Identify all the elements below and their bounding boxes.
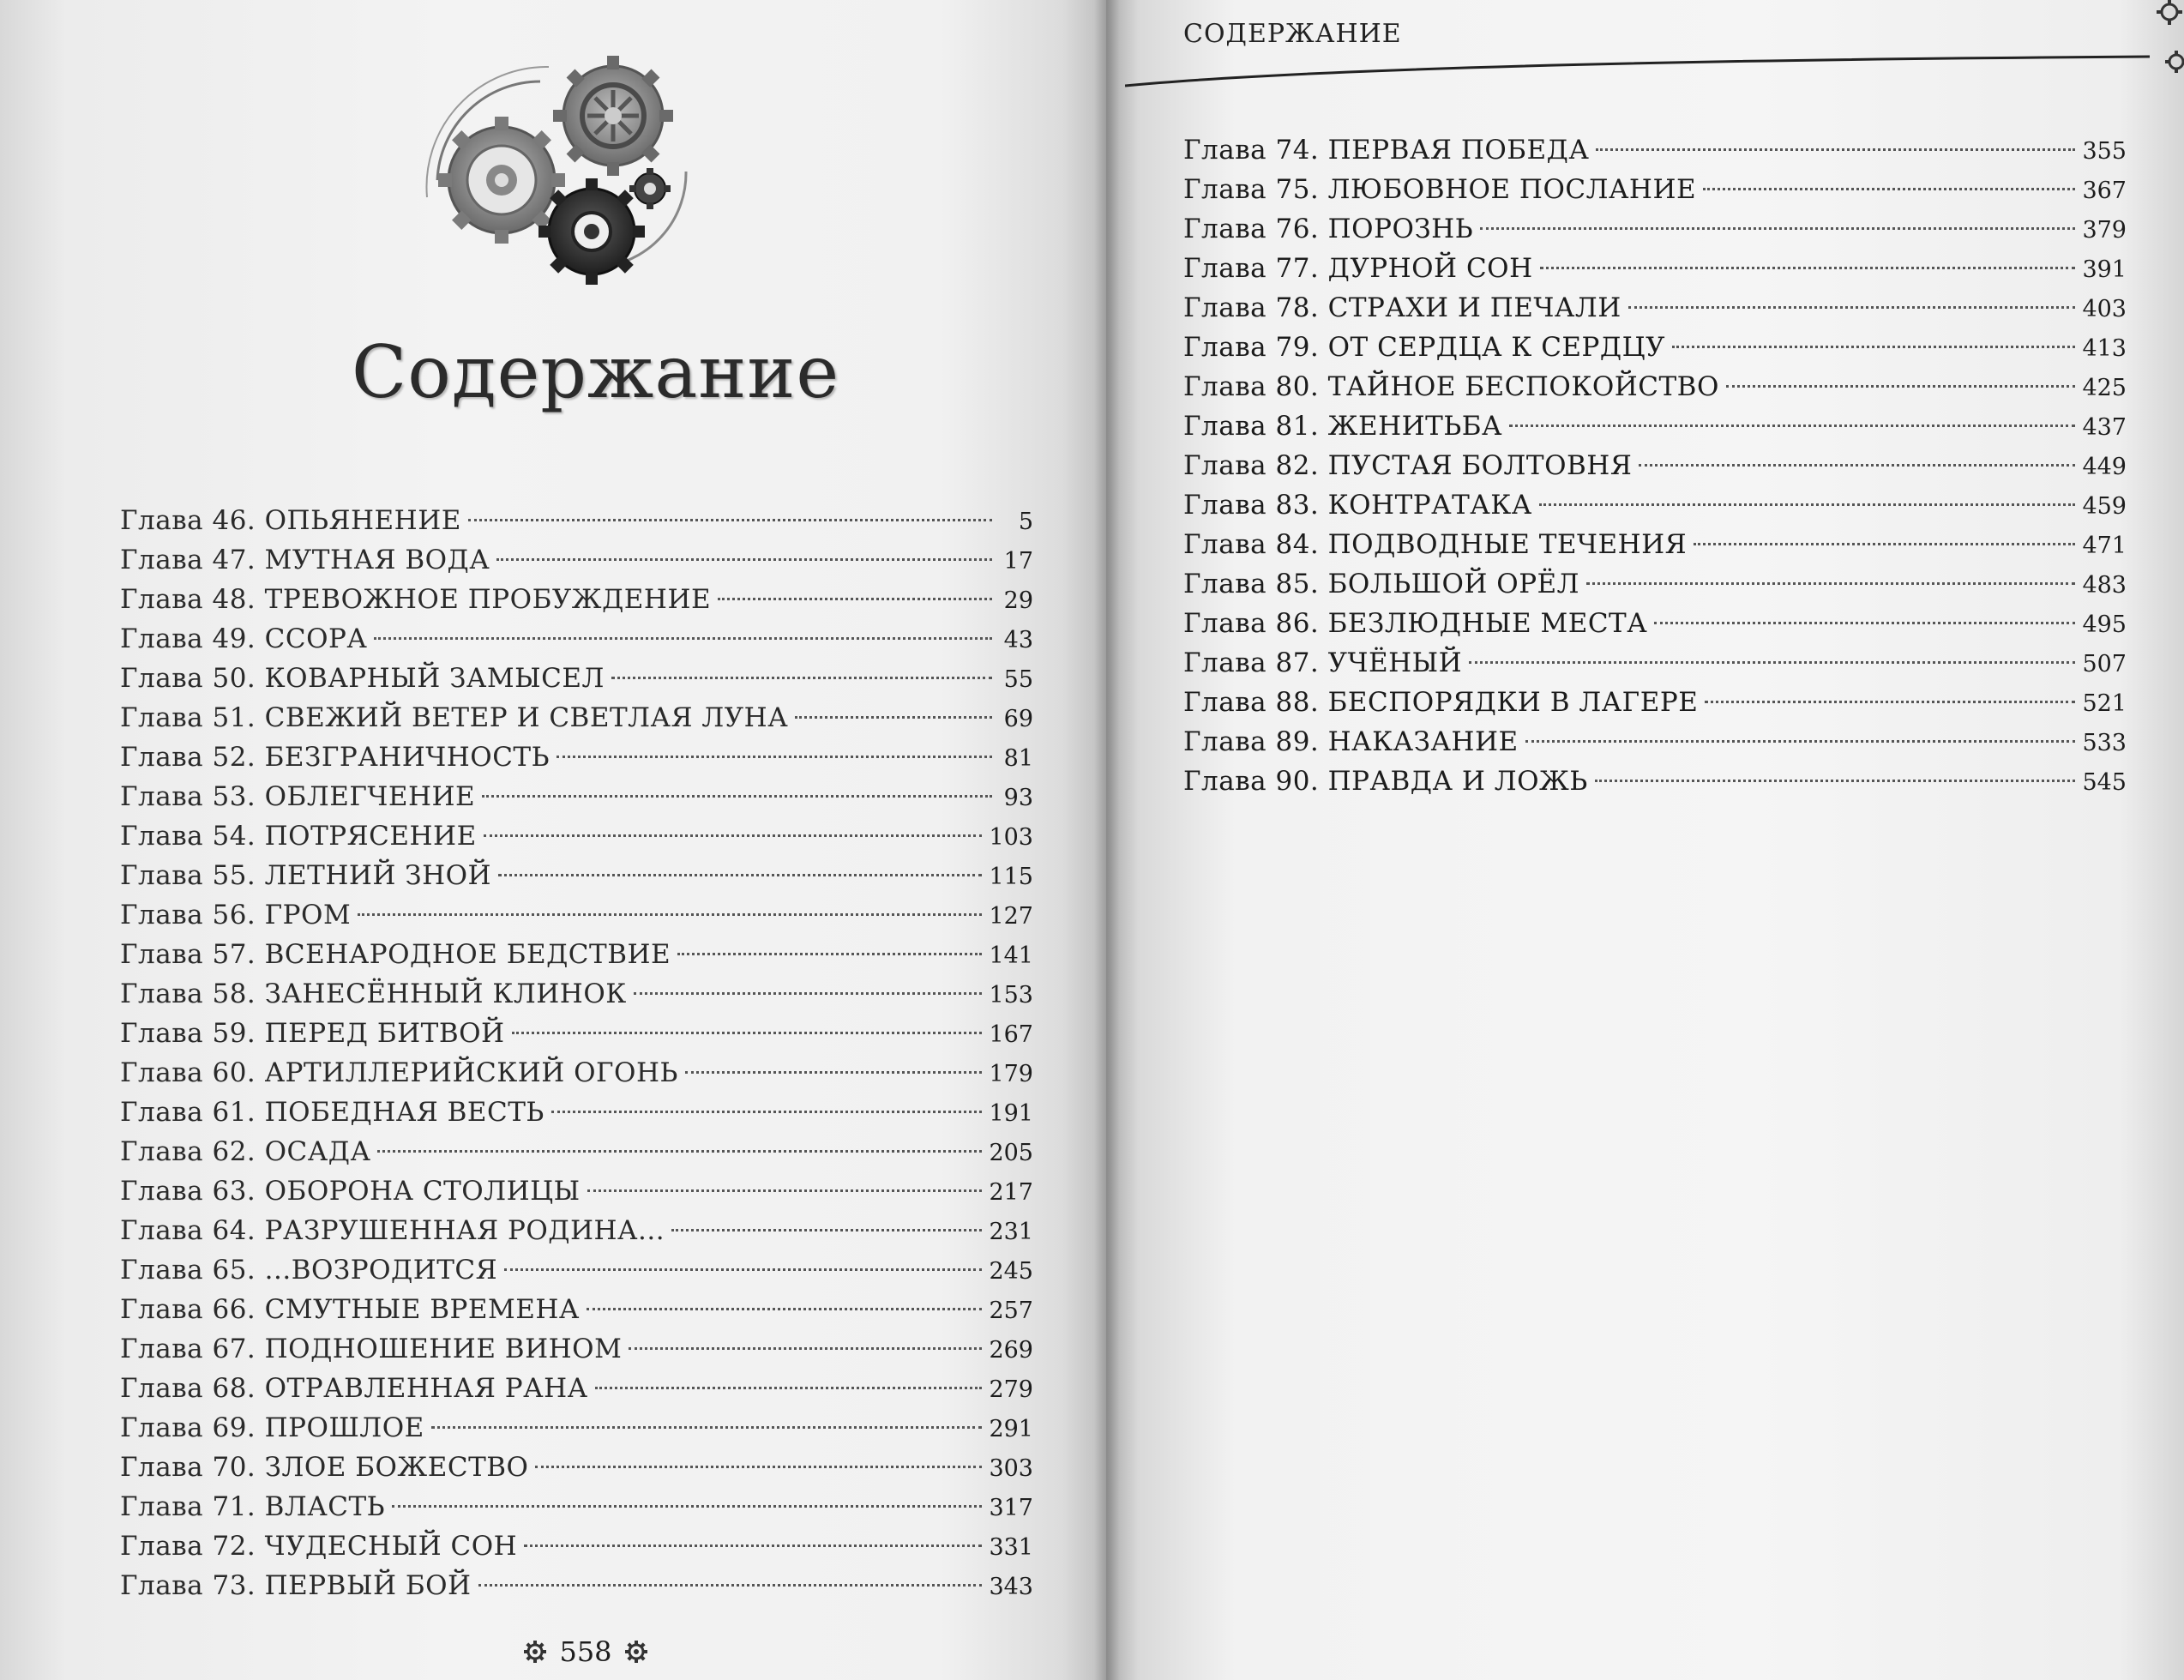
dot-leader [557, 756, 992, 758]
toc-entry-title: Глава 60. АРТИЛЛЕРИЙСКИЙ ОГОНЬ [120, 1057, 678, 1088]
dot-leader [587, 1308, 983, 1310]
toc-entry-title: Глава 76. ПОРОЗНЬ [1183, 214, 1474, 244]
corner-gear-icon [2135, 0, 2184, 77]
toc-entry-title: Глава 80. ТАЙНОЕ БЕСПОКОЙСТВО [1183, 371, 1719, 402]
toc-entry-title: Глава 87. УЧЁНЫЙ [1183, 647, 1463, 678]
toc-entry-page: 449 [2082, 454, 2127, 480]
toc-entry-title: Глава 84. ПОДВОДНЫЕ ТЕЧЕНИЯ [1183, 529, 1688, 560]
toc-entry-title: Глава 52. БЕЗГРАНИЧНОСТЬ [120, 742, 550, 773]
toc-entry-page: 93 [1003, 785, 1033, 811]
dot-leader [358, 913, 982, 916]
toc-entry-title: Глава 55. ЛЕТНИЙ ЗНОЙ [120, 860, 492, 891]
toc-entry-title: Глава 75. ЛЮБОВНОЕ ПОСЛАНИЕ [1183, 174, 1697, 205]
toc-entry-page: 29 [1003, 587, 1033, 614]
dot-leader [535, 1466, 982, 1468]
dot-leader [551, 1111, 983, 1113]
toc-entry-title: Глава 83. КОНТРАТАКА [1183, 490, 1532, 521]
dot-leader [484, 834, 983, 837]
toc-entry-title: Глава 69. ПРОШЛОЕ [120, 1412, 424, 1443]
toc-entry-title: Глава 54. ПОТРЯСЕНИЕ [120, 821, 477, 852]
toc-entry-page: 391 [2082, 256, 2127, 283]
toc-entry-page: 167 [989, 1021, 1033, 1048]
toc-entry [120, 1448, 1033, 1487]
toc-entry [1183, 328, 2127, 367]
toc-entry-page: 367 [2082, 178, 2127, 204]
dot-leader [524, 1545, 982, 1547]
dot-leader [595, 1387, 983, 1389]
toc-entry [1183, 683, 2127, 722]
dot-leader [1703, 188, 2075, 190]
gears-ornament [412, 51, 720, 292]
toc-entry [120, 935, 1033, 974]
toc-entry [1183, 249, 2127, 288]
toc-entry [120, 540, 1033, 580]
toc-entry-title: Глава 46. ОПЬЯНЕНИЕ [120, 505, 461, 536]
toc-entry-title: Глава 68. ОТРАВЛЕННАЯ РАНА [120, 1373, 588, 1404]
large-gear-icon [438, 117, 565, 244]
dot-leader [1480, 227, 2075, 230]
toc-entry-title: Глава 59. ПЕРЕД БИТВОЙ [120, 1018, 505, 1049]
dot-leader [1540, 267, 2076, 269]
dot-leader [482, 795, 992, 798]
dot-leader [374, 637, 992, 640]
toc-entry-title: Глава 61. ПОБЕДНАЯ ВЕСТЬ [120, 1097, 544, 1128]
dot-leader [1469, 661, 2075, 664]
toc-entry [1183, 564, 2127, 604]
toc-entry [1183, 722, 2127, 762]
small-gear-icon [629, 168, 671, 209]
toc-entry [1183, 288, 2127, 328]
toc-entry-page: 179 [989, 1061, 1033, 1087]
toc-entry-page: 43 [1003, 627, 1033, 653]
toc-entry-page: 355 [2082, 138, 2127, 165]
toc-entry-title: Глава 63. ОБОРОНА СТОЛИЦЫ [120, 1176, 581, 1207]
toc-entry-page: 437 [2082, 414, 2127, 441]
toc-entry-page: 545 [2082, 769, 2127, 796]
dot-leader [1509, 425, 2075, 427]
toc-entry [120, 1250, 1033, 1290]
dot-leader [1586, 582, 2075, 585]
toc-entry [120, 1487, 1033, 1526]
toc-entry-title: Глава 86. БЕЗЛЮДНЫЕ МЕСТА [1183, 608, 1648, 639]
toc-entry-page: 403 [2082, 296, 2127, 322]
page-folio [513, 1635, 659, 1669]
toc-entry-title: Глава 72. ЧУДЕСНЫЙ СОН [120, 1531, 518, 1562]
toc-entry [120, 856, 1033, 895]
toc-entry-title: Глава 88. БЕСПОРЯДКИ В ЛАГЕРЕ [1183, 687, 1699, 718]
toc-entry-page: 141 [989, 942, 1033, 969]
dot-leader [1596, 148, 2075, 151]
toc-entry [120, 1566, 1033, 1605]
toc-entry-title: Глава 73. ПЕРВЫЙ БОЙ [120, 1570, 472, 1601]
top-gear-icon [553, 56, 673, 176]
toc-entry [120, 974, 1033, 1014]
toc-entry [1183, 643, 2127, 683]
toc-entry-title: Глава 71. ВЛАСТЬ [120, 1491, 386, 1522]
toc-entry [1183, 762, 2127, 801]
toc-entry [1183, 170, 2127, 209]
running-head: СОДЕРЖАНИЕ [1183, 19, 1402, 49]
toc-entry-title: Глава 67. ПОДНОШЕНИЕ ВИНОМ [120, 1334, 623, 1364]
toc-entry-page: 291 [989, 1416, 1033, 1442]
gear-icon [523, 1640, 547, 1664]
toc-entry-page: 343 [989, 1574, 1033, 1600]
toc-entry-page: 331 [989, 1534, 1033, 1561]
dot-leader [718, 598, 992, 600]
toc-entry [120, 659, 1033, 698]
toc-entry-title: Глава 65. ...ВОЗРОДИТСЯ [120, 1255, 498, 1286]
toc-entry [120, 1211, 1033, 1250]
toc-entry-title: Глава 51. СВЕЖИЙ ВЕТЕР И СВЕТЛАЯ ЛУНА [120, 702, 789, 733]
dot-leader [504, 1268, 982, 1271]
toc-entry [120, 1093, 1033, 1132]
toc-entry-page: 69 [1003, 706, 1033, 732]
toc-entry-page: 257 [989, 1298, 1033, 1324]
toc-entry-page: 495 [2082, 611, 2127, 638]
gear-icon [624, 1640, 648, 1664]
toc-entry [120, 501, 1033, 540]
toc-entry [120, 1329, 1033, 1369]
toc-entry-title: Глава 49. ССОРА [120, 623, 368, 654]
dot-leader [392, 1505, 982, 1508]
toc-entry-title: Глава 56. ГРОМ [120, 900, 352, 930]
toc-entry-page: 379 [2082, 217, 2127, 244]
toc-entry-title: Глава 48. ТРЕВОЖНОЕ ПРОБУЖДЕНИЕ [120, 584, 712, 615]
toc-entry-title: Глава 78. СТРАХИ И ПЕЧАЛИ [1183, 292, 1621, 323]
toc-entry [120, 1053, 1033, 1093]
toc-entry-title: Глава 74. ПЕРВАЯ ПОБЕДА [1183, 135, 1590, 166]
toc-entry [120, 1290, 1033, 1329]
toc-entry-page: 81 [1003, 745, 1033, 772]
dot-leader [1726, 385, 2076, 388]
toc-entry-page: 103 [989, 824, 1033, 851]
dot-leader [1654, 622, 2075, 624]
toc-entry-title: Глава 66. СМУТНЫЕ ВРЕМЕНА [120, 1294, 580, 1325]
toc-entry [120, 738, 1033, 777]
toc-entry-page: 279 [989, 1376, 1033, 1403]
toc-entry [120, 580, 1033, 619]
toc-list-left [120, 501, 1033, 1605]
toc-entry-page: 533 [2082, 730, 2127, 756]
toc-entry-page: 507 [2082, 651, 2127, 677]
dot-leader [671, 1229, 982, 1231]
toc-entry-page: 217 [989, 1179, 1033, 1206]
folio-number: 558 [559, 1635, 612, 1668]
toc-entry [120, 1408, 1033, 1448]
toc-entry-title: Глава 82. ПУСТАЯ БОЛТОВНЯ [1183, 450, 1633, 481]
dot-leader [677, 953, 982, 955]
dot-leader [685, 1071, 983, 1074]
toc-entry [120, 816, 1033, 856]
toc-entry [120, 1132, 1033, 1171]
dot-leader [1628, 306, 2076, 309]
toc-entry-title: Глава 47. МУТНАЯ ВОДА [120, 545, 490, 575]
toc-entry-title: Глава 89. НАКАЗАНИЕ [1183, 726, 1519, 757]
toc-entry-title: Глава 58. ЗАНЕСЁННЫЙ КЛИНОК [120, 978, 627, 1009]
dot-leader [1539, 503, 2076, 506]
toc-entry [1183, 367, 2127, 406]
toc-entry [1183, 485, 2127, 525]
toc-entry-title: Глава 79. ОТ СЕРДЦА К СЕРДЦУ [1183, 332, 1666, 363]
page-title: Содержание [352, 330, 840, 414]
dot-leader [478, 1584, 983, 1587]
toc-list-right [1183, 130, 2127, 801]
toc-entry-page: 471 [2082, 533, 2127, 559]
toc-entry [1183, 525, 2127, 564]
header-rule [1125, 55, 2154, 89]
toc-entry-page: 55 [1003, 666, 1033, 693]
dot-leader [1672, 346, 2075, 348]
toc-entry [120, 895, 1033, 935]
dot-leader [795, 716, 992, 719]
toc-entry-page: 521 [2082, 690, 2127, 717]
toc-entry-page: 115 [989, 864, 1033, 890]
toc-entry-title: Глава 85. БОЛЬШОЙ ОРЁЛ [1183, 569, 1580, 599]
toc-entry-title: Глава 81. ЖЕНИТЬБА [1183, 411, 1502, 442]
toc-entry-page: 303 [989, 1455, 1033, 1482]
toc-entry [120, 1171, 1033, 1211]
toc-entry-page: 231 [989, 1219, 1033, 1245]
toc-entry-title: Глава 77. ДУРНОЙ СОН [1183, 253, 1533, 284]
toc-entry-page: 5 [1018, 509, 1033, 535]
toc-entry [120, 1014, 1033, 1053]
toc-entry [120, 619, 1033, 659]
toc-entry-page: 413 [2082, 335, 2127, 362]
dot-leader [1525, 740, 2076, 743]
dot-leader [498, 874, 982, 876]
dot-leader [587, 1189, 983, 1192]
toc-entry-page: 317 [989, 1495, 1033, 1521]
toc-entry-page: 459 [2082, 493, 2127, 520]
toc-entry-page: 17 [1003, 548, 1033, 575]
dot-leader [611, 677, 992, 679]
dot-leader [1705, 701, 2075, 703]
dot-leader [634, 992, 983, 995]
toc-entry [120, 1526, 1033, 1566]
toc-entry-title: Глава 64. РАЗРУШЕННАЯ РОДИНА... [120, 1215, 665, 1246]
toc-entry-title: Глава 50. КОВАРНЫЙ ЗАМЫСЕЛ [120, 663, 605, 694]
toc-entry-page: 205 [989, 1140, 1033, 1166]
toc-entry-title: Глава 62. ОСАДА [120, 1136, 371, 1167]
dot-leader [512, 1032, 983, 1034]
toc-entry-title: Глава 53. ОБЛЕГЧЕНИЕ [120, 781, 476, 812]
toc-entry [120, 777, 1033, 816]
toc-entry-title: Глава 70. ЗЛОЕ БОЖЕСТВО [120, 1452, 529, 1483]
toc-entry [1183, 130, 2127, 170]
dot-leader [1595, 780, 2076, 782]
dot-leader [431, 1426, 983, 1429]
toc-entry-page: 483 [2082, 572, 2127, 599]
toc-entry [120, 698, 1033, 738]
toc-entry-page: 269 [989, 1337, 1033, 1364]
dot-leader [468, 519, 992, 521]
toc-entry-page: 245 [989, 1258, 1033, 1285]
toc-entry-page: 425 [2082, 375, 2127, 401]
dot-leader [1639, 464, 2075, 467]
toc-entry-page: 127 [989, 903, 1033, 930]
toc-entry-title: Глава 90. ПРАВДА И ЛОЖЬ [1183, 766, 1588, 797]
toc-entry [1183, 209, 2127, 249]
dot-leader [629, 1347, 982, 1350]
toc-entry-title: Глава 57. ВСЕНАРОДНОЕ БЕДСТВИЕ [120, 939, 671, 970]
dot-leader [1694, 543, 2075, 545]
book-gutter [1094, 0, 1120, 1680]
toc-entry [1183, 406, 2127, 446]
toc-entry [1183, 446, 2127, 485]
toc-entry-page: 153 [989, 982, 1033, 1009]
toc-entry [1183, 604, 2127, 643]
dark-gear-icon [538, 178, 645, 285]
dot-leader [496, 558, 992, 561]
dot-leader [377, 1150, 982, 1153]
toc-entry-page: 191 [989, 1100, 1033, 1127]
toc-entry [120, 1369, 1033, 1408]
